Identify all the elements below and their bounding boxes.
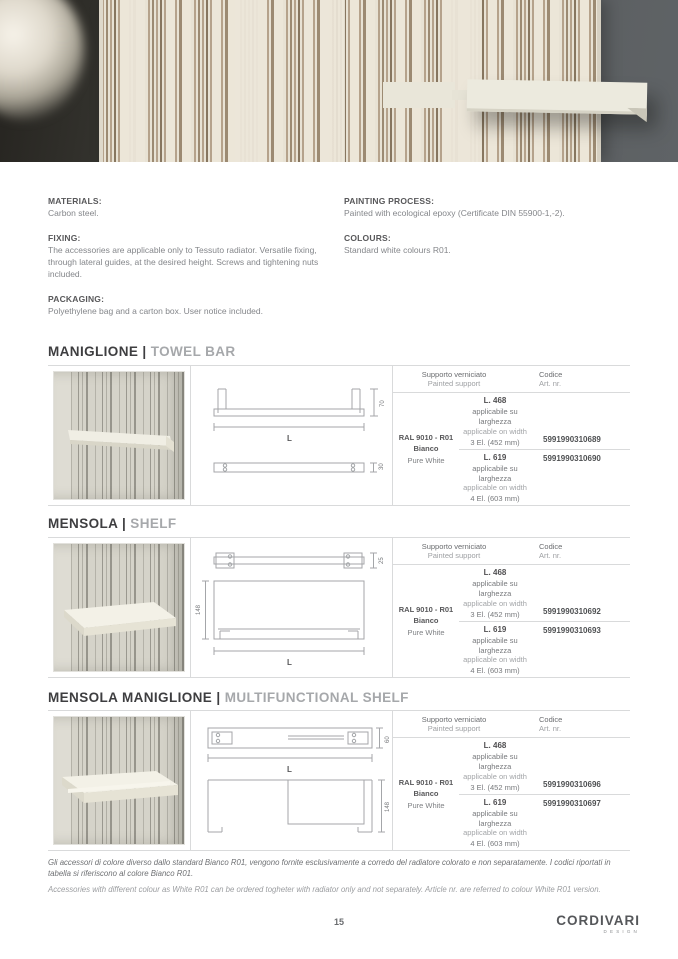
- size-elements: 4 El. (603 mm): [470, 494, 520, 504]
- table-row: [459, 621, 630, 678]
- section-title-multifunctional-shelf: [48, 690, 409, 705]
- article-code: 5991990310690: [543, 453, 601, 463]
- table-header: [393, 711, 630, 738]
- size-label: L. 619: [483, 452, 507, 462]
- dim-length: L: [286, 433, 292, 443]
- dim-height: 70: [379, 399, 386, 407]
- packaging-text: Polyethylene bag and a carton box. User notice included.: [48, 305, 263, 316]
- info-right-column: [344, 196, 630, 330]
- article-code: 5991990310689: [543, 434, 601, 444]
- size-label: L. 468: [483, 568, 507, 577]
- size-note-en: applicable on width: [463, 771, 527, 781]
- header-support: [393, 542, 515, 560]
- section-title-en: MULTIFUNCTIONAL SHELF: [224, 690, 409, 705]
- header-code: [515, 715, 630, 733]
- header-support-it: Supporto verniciato: [421, 370, 487, 379]
- section-title-it: MENSOLA: [48, 516, 118, 531]
- table-row: [459, 393, 630, 449]
- support-en: Pure White: [407, 800, 445, 810]
- support-ral: RAL 9010 - R01: [398, 433, 454, 443]
- size-cell: [459, 738, 531, 794]
- header-support-en: Painted support: [427, 379, 481, 388]
- header-code-it: Codice: [539, 542, 563, 551]
- colours-text: Standard white colours R01.: [344, 244, 451, 255]
- section-title-towel-bar: [48, 344, 236, 359]
- size-note-it: applicabile su larghezza: [472, 752, 518, 772]
- technical-drawing-shelf: [190, 538, 393, 677]
- technical-drawing-towel-bar: [190, 366, 393, 505]
- product-photo-shelf: [48, 538, 190, 677]
- table-row: [459, 794, 630, 851]
- header-code-en: Art. nr.: [539, 551, 562, 560]
- brand-name: CORDIVARI: [556, 913, 640, 928]
- table-row: [459, 738, 630, 794]
- dim-height: 148: [195, 604, 202, 615]
- towel-bar-overlay: [54, 372, 184, 500]
- support-en: Pure White: [407, 455, 445, 465]
- support-it: Bianco: [413, 444, 439, 454]
- size-note-it: applicabile su larghezza: [472, 463, 518, 483]
- support-cell: [393, 393, 459, 505]
- size-cell: [459, 393, 531, 449]
- support-cell: [393, 738, 459, 850]
- painting-block: [344, 196, 630, 220]
- size-note-it: applicabile su larghezza: [472, 635, 518, 655]
- product-photo-towel-bar: [48, 366, 190, 505]
- towel-bar-bracket: [383, 82, 455, 108]
- fixing-label: FIXING:: [48, 232, 81, 243]
- size-label: L. 619: [483, 797, 507, 807]
- article-code: 5991990310693: [543, 625, 601, 635]
- dim-depth: 60: [384, 735, 391, 743]
- table-multifunctional-shelf: [393, 711, 630, 850]
- size-elements: 4 El. (603 mm): [470, 839, 520, 849]
- dim-depth: 30: [378, 462, 385, 470]
- fixing-block: [48, 233, 344, 281]
- support-cell: [393, 565, 459, 677]
- title-separator: |: [216, 690, 225, 705]
- dim-depth: 25: [378, 556, 385, 564]
- size-elements: 3 El. (452 mm): [470, 782, 520, 792]
- section-title-en: TOWEL BAR: [150, 344, 236, 359]
- technical-drawing-multifunctional-shelf: [190, 711, 393, 850]
- brand-subtitle: DESIGN: [603, 929, 640, 934]
- section-towel-bar: [48, 365, 630, 506]
- table-header: [393, 366, 630, 393]
- size-cell: [459, 622, 531, 678]
- size-cell: [459, 565, 531, 621]
- size-label: L. 619: [483, 624, 507, 634]
- dim-length: L: [286, 657, 292, 667]
- packaging-label: PACKAGING:: [48, 293, 105, 304]
- size-note-en: applicable on width: [463, 598, 527, 608]
- title-separator: |: [121, 516, 131, 531]
- dim-length: L: [286, 764, 292, 774]
- header-support: [393, 370, 515, 388]
- materials-block: [48, 196, 344, 220]
- header-support: [393, 715, 515, 733]
- dim-height: 148: [384, 801, 391, 812]
- title-separator: |: [142, 344, 151, 359]
- painting-label: PAINTING PROCESS:: [344, 196, 435, 206]
- header-code-it: Codice: [539, 370, 563, 379]
- header-support-en: Painted support: [427, 551, 481, 560]
- section-title-it: MENSOLA MANIGLIONE: [48, 690, 213, 705]
- footnote-italian: Gli accessori di colore diverso dallo standard Bianco R01, vengono fornite esclusivamente a corredo del radiatore colorato e non separatamente. I codici riportati in tabella si riferiscono al colore Bianco R01.: [48, 858, 611, 878]
- multifunctional-shelf-overlay: [54, 717, 184, 845]
- size-note-en: applicable on width: [463, 828, 527, 838]
- size-note-it: applicabile su larghezza: [472, 579, 518, 599]
- header-code: [515, 542, 630, 560]
- table-row: [459, 449, 630, 506]
- support-it: Bianco: [413, 789, 439, 799]
- table-header: [393, 538, 630, 565]
- towel-bar-photo: [383, 80, 649, 124]
- size-elements: 4 El. (603 mm): [470, 666, 520, 676]
- article-code: 5991990310697: [543, 798, 601, 808]
- size-label: L. 468: [483, 396, 507, 405]
- section-title-it: MANIGLIONE: [48, 344, 139, 359]
- size-label: L. 468: [483, 741, 507, 750]
- support-en: Pure White: [407, 627, 445, 637]
- size-note-en: applicable on width: [463, 426, 527, 436]
- footnotes: [48, 858, 630, 896]
- size-note-en: applicable on width: [463, 655, 527, 665]
- section-title-en: SHELF: [130, 516, 177, 531]
- header-code: [515, 370, 630, 388]
- support-it: Bianco: [413, 616, 439, 626]
- header-support-it: Supporto verniciato: [421, 715, 487, 724]
- shelf-overlay: [54, 544, 184, 672]
- size-elements: 3 El. (452 mm): [470, 437, 520, 447]
- hero-photo: [0, 0, 678, 162]
- footnote-english: Accessories with different colour as White R01 can be ordered togheter with radiator only and not separately. Article nr. are referred to colour White R01 version.: [48, 884, 601, 894]
- section-title-shelf: [48, 516, 177, 531]
- article-code: 5991990310692: [543, 606, 601, 616]
- table-row: [459, 565, 630, 621]
- painting-text: Painted with ecological epoxy (Certificate DIN 55900-1,-2).: [344, 208, 565, 218]
- section-shelf: [48, 537, 630, 678]
- table-towel-bar: [393, 366, 630, 505]
- table-body: [393, 565, 630, 677]
- info-section: [48, 196, 630, 330]
- table-shelf: [393, 538, 630, 677]
- size-note-it: applicabile su larghezza: [472, 407, 518, 427]
- size-note-it: applicabile su larghezza: [472, 808, 518, 828]
- header-code-en: Art. nr.: [539, 724, 562, 733]
- product-photo-multifunctional-shelf: [48, 711, 190, 850]
- article-code: 5991990310696: [543, 779, 601, 789]
- section-multifunctional-shelf: [48, 710, 630, 851]
- fixing-text: The accessories are applicable only to Tessuto radiator. Versatile fixing, through lateral guides, at the desired height. Screws and tightening nuts included.: [48, 244, 319, 279]
- packaging-block: [48, 294, 344, 318]
- blurred-lamp: [0, 0, 84, 120]
- info-left-column: [48, 196, 344, 330]
- support-ral: RAL 9010 - R01: [398, 605, 454, 615]
- table-body: [393, 393, 630, 505]
- header-support-it: Supporto verniciato: [421, 542, 487, 551]
- colours-label: COLOURS:: [344, 232, 391, 243]
- materials-text: Carbon steel.: [48, 208, 99, 218]
- size-cell: [459, 795, 531, 851]
- header-code-it: Codice: [539, 715, 563, 724]
- size-note-en: applicable on width: [463, 483, 527, 493]
- size-cell: [459, 450, 531, 506]
- materials-label: MATERIALS:: [48, 196, 102, 206]
- table-body: [393, 738, 630, 850]
- support-ral: RAL 9010 - R01: [398, 778, 454, 788]
- towel-bar-arm: [467, 79, 648, 114]
- size-elements: 3 El. (452 mm): [470, 609, 520, 619]
- colours-block: [344, 233, 630, 257]
- brand-logo: [556, 913, 640, 934]
- header-support-en: Painted support: [427, 724, 481, 733]
- page-number: 15: [333, 917, 344, 927]
- header-code-en: Art. nr.: [539, 379, 562, 388]
